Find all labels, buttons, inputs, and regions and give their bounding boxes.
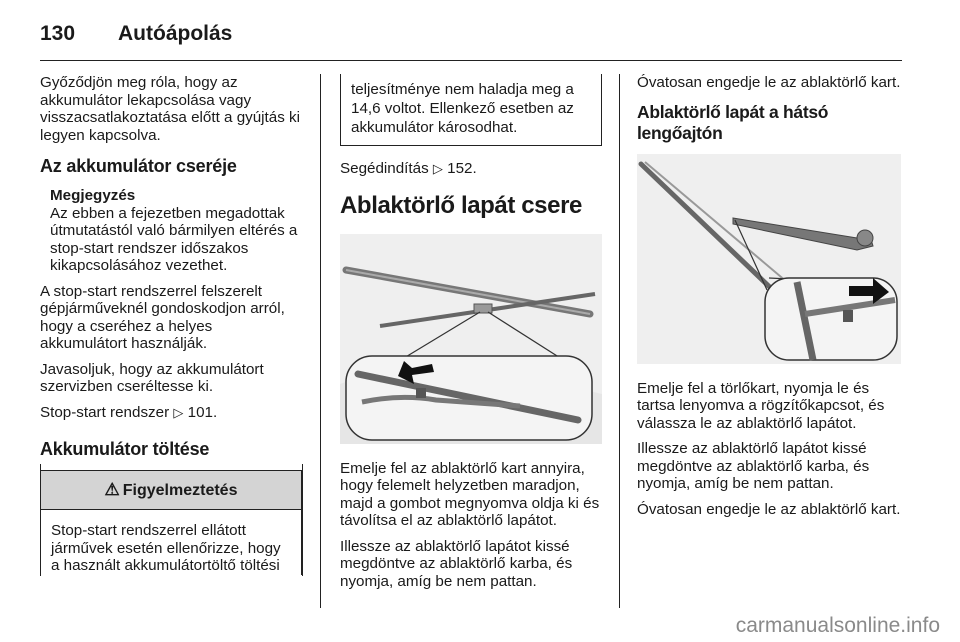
warning-continuation-box: teljesítménye nem haladja meg a 14,6 voltot. Ellenkező esetben az akkumulátor károsodhat. — [340, 74, 602, 146]
column-right — [637, 74, 903, 526]
page-title: Autóápolás — [118, 22, 233, 45]
paragraph: Illessze az ablaktörlő lapátot kissé megdöntve az ablaktörlő karba, és nyomja, amíg be nem pattan. — [637, 440, 870, 492]
page-header — [40, 14, 902, 54]
section-heading: Ablaktörlő lapát a hátsó lengőajtón — [637, 101, 829, 143]
paragraph: Óvatosan engedje le az ablaktörlő kart. — [637, 74, 901, 91]
section-heading: Ablaktörlő lapát csere — [340, 191, 582, 219]
note-block — [50, 187, 302, 275]
cross-reference-page: 152. — [447, 160, 477, 177]
section-heading: Akkumulátor töltése — [40, 439, 210, 459]
paragraph: Javasoljuk, hogy az akkumulátort szervizben cseréltesse ki. — [40, 360, 264, 395]
column-left — [40, 74, 302, 575]
cross-reference-text: Stop-start rendszer — [40, 403, 170, 421]
cross-reference — [40, 404, 302, 422]
column-divider — [320, 74, 321, 608]
cross-reference-text: Segédindítás — [340, 160, 429, 177]
page-number: 130 — [40, 22, 76, 45]
warning-box-border — [40, 464, 41, 576]
rear-wiper-illustration — [637, 154, 901, 364]
note-text: Az ebben a fejezetben megadottak útmutatástól való bármilyen eltérés a stop-start rendszer időszakos kikapcsolásához vezethet. — [50, 204, 298, 274]
paragraph: Illessze az ablaktörlő lapátot kissé megdöntve az ablaktörlő karba, és nyomja, amíg be nem pattan. — [340, 537, 573, 590]
wiper-blade-illustration — [340, 234, 602, 444]
cross-reference-page: 101. — [187, 403, 218, 421]
rear-wiper-figure — [637, 154, 901, 364]
warning-header — [41, 471, 301, 510]
column-divider — [619, 74, 620, 608]
warning-title: Figyelmeztetés — [122, 482, 238, 499]
header-divider — [40, 60, 902, 61]
page-reference-triangle-icon: ▷ — [432, 161, 443, 176]
warning-triangle-icon: ⚠ — [104, 480, 120, 499]
note-title: Megjegyzés — [50, 187, 136, 204]
cross-reference — [340, 160, 602, 178]
paragraph: Óvatosan engedje le az ablaktörlő kart. — [637, 500, 901, 518]
watermark: carmanualsonline.info — [735, 614, 940, 637]
paragraph: Emelje fel az ablaktörlő kart annyira, hogy felemelt helyzetben maradjon, majd a gombot megnyomva oldja ki és távolítsa el az ablaktörlő lapátot. — [340, 459, 600, 529]
warning-box-border — [302, 464, 303, 576]
warning-text: Stop-start rendszerrel ellátott járművek esetén ellenőrizze, hogy a használt akkumulátortöltő töltési — [51, 522, 281, 574]
paragraph: Emelje fel a törlőkart, nyomja le és tartsa lenyomva a rögzítőkapcsot, és válassza le az ablaktörlő lapátot. — [637, 379, 885, 432]
column-middle — [340, 74, 602, 598]
warning-box — [40, 470, 302, 575]
paragraph: Győződjön meg róla, hogy az akkumulátor lekapcsolása vagy visszacsatlakoztatása előtt a gyújtás ki legyen kapcsolva. — [40, 74, 300, 144]
paragraph: A stop-start rendszerrel felszerelt gépjárműveknél gondoskodjon arról, hogy a cseréhez a helyes akkumulátort használják. — [40, 282, 285, 352]
section-heading: Az akkumulátor cseréje — [40, 156, 237, 176]
wiper-blade-figure — [340, 234, 602, 444]
page-reference-triangle-icon: ▷ — [173, 404, 184, 420]
